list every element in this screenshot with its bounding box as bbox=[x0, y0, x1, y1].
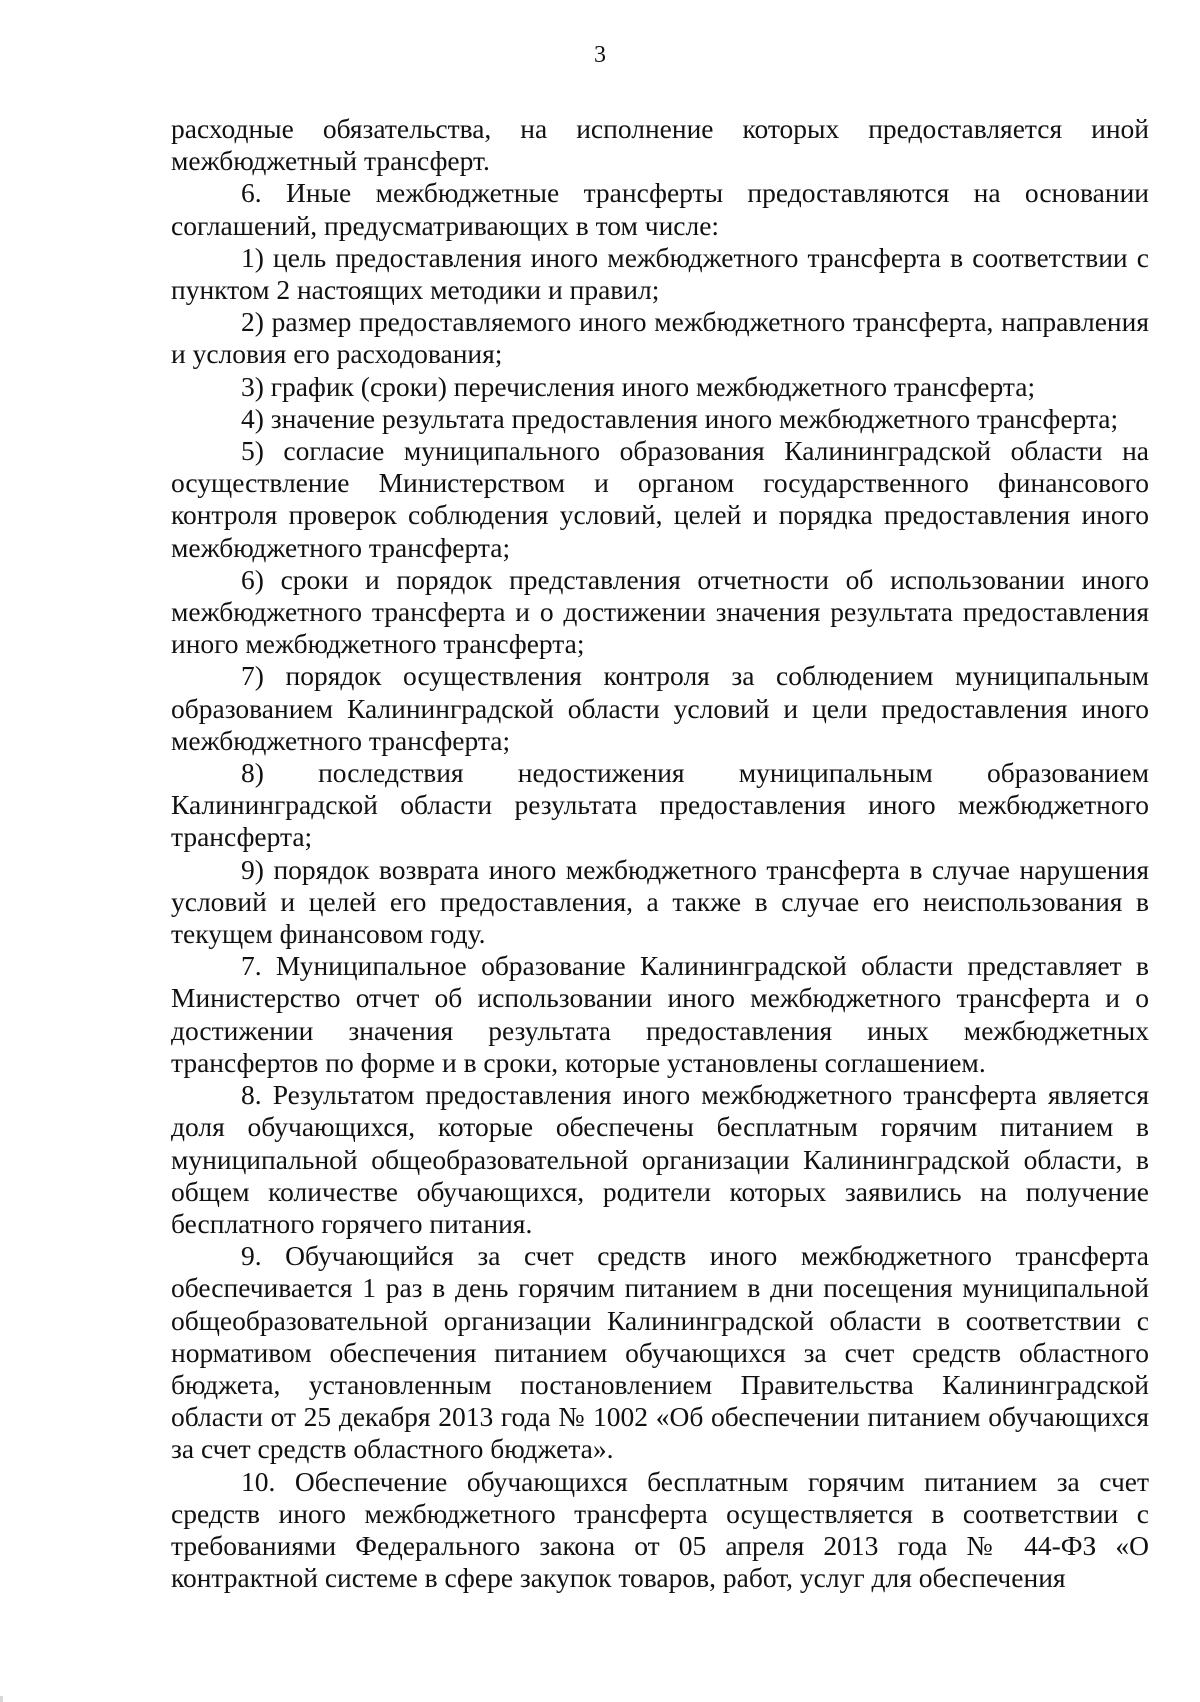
paragraph-9: 9. Обучающийся за счет средств иного межбюджетного трансферта обеспечивается 1 раз в день горячим питанием в дни посещения муниципальной общеобразовательной организации Калининградской области в соответствии с нормативом обеспечения питанием обучающихся за счет средств областного бюджета, установленным постановлением Правительства Калининградской области от 25 декабря 2013 года № 1002 «Об обеспечении питанием обучающихся за счет средств областного бюджета». bbox=[171, 1240, 1149, 1465]
list-item-4: 4) значение результата предоставления иного межбюджетного трансферта; bbox=[241, 402, 1119, 434]
list-item-7: 7) порядок осуществления контроля за соблюдением муниципальным образованием Калининградской области условий и цели предоставления иного межбюджетного трансферта; bbox=[171, 660, 1149, 756]
list-item-8: 8) последствия недостижения муниципальным образованием Калининградской области результата предоставления иного межбюджетного трансферта; bbox=[171, 757, 1149, 853]
scan-edge-mark bbox=[0, 1696, 3, 1702]
paragraph-10: 10. Обеспечение обучающихся бесплатным горячим питанием за счет средств иного межбюджетного трансферта осуществляется в соответствии с требованиями Федерального закона от 05 апреля 2013 года № 44-ФЗ «О контрактной системе в сфере закупок товаров, работ, услуг для обеспечения bbox=[171, 1465, 1149, 1594]
paragraph-8: 8. Результатом предоставления иного межбюджетного трансферта является доля обучающихся, которые обеспечены бесплатным горячим питанием в муниципальной общеобразовательной организации Калининградской области, в общем количестве обучающихся, родители которых заявились на получение бесплатного горячего питания. bbox=[171, 1079, 1149, 1239]
list-item-3: 3) график (сроки) перечисления иного межбюджетного трансферта; bbox=[241, 370, 1036, 402]
document-body bbox=[171, 113, 1149, 1594]
list-item-5: 5) согласие муниципального образования Калининградской области на осуществление Министерством и органом государственного финансового контроля проверок соблюдения условий, целей и порядка предоставления иного межбюджетного трансферта; bbox=[171, 435, 1149, 563]
paragraph-continuation: расходные обязательства, на исполнение которых предоставляется иной межбюджетный трансферт. bbox=[171, 113, 1149, 177]
list-item-6: 6) сроки и порядок представления отчетности об использовании иного межбюджетного трансферта и о достижении значения результата предоставления иного межбюджетного трансферта; bbox=[171, 563, 1149, 660]
list-item-2: 2) размер предоставляемого иного межбюджетного трансферта, направления и условия его расходования; bbox=[171, 306, 1149, 370]
list-item-9: 9) порядок возврата иного межбюджетного трансферта в случае нарушения условий и целей его предоставления, а также в случае его неиспользования в текущем финансовом году. bbox=[171, 853, 1149, 950]
list-item-1: 1) цель предоставления иного межбюджетного трансферта в соответствии с пунктом 2 настоящих методики и правил; bbox=[171, 241, 1149, 306]
page-number: 3 bbox=[594, 42, 606, 68]
paragraph-6: 6. Иные межбюджетные трансферты предоставляются на основании соглашений, предусматривающих в том числе: bbox=[171, 177, 1149, 241]
paragraph-7: 7. Муниципальное образование Калининградской области представляет в Министерство отчет об использовании иного межбюджетного трансферта и о достижении значения результата предоставления иных межбюджетных трансфертов по форме и в сроки, которые установлены соглашением. bbox=[171, 950, 1149, 1078]
